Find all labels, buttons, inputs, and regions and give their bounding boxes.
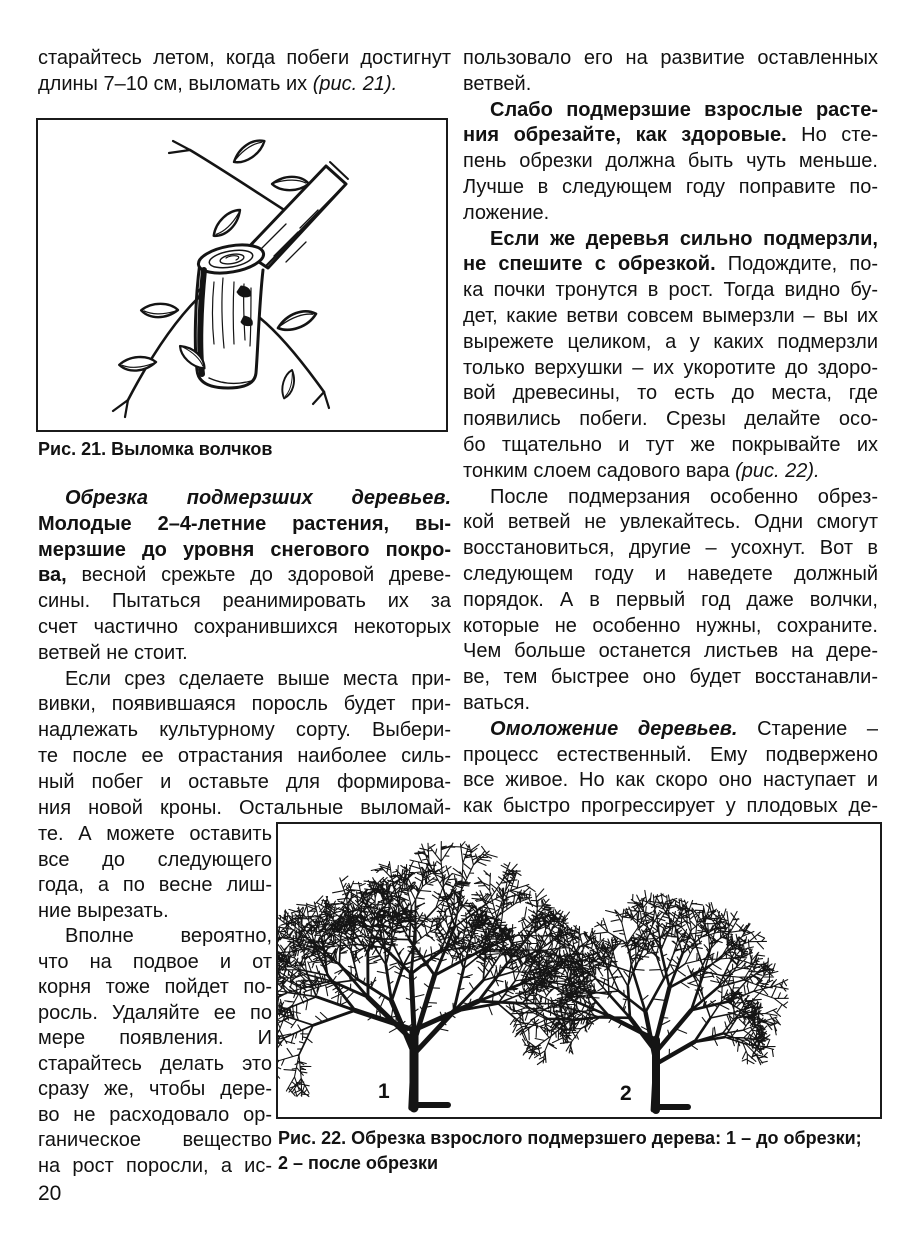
text-run: ный побег и оставьте для формирова- — [38, 770, 451, 793]
text-run: (рис. 22). — [735, 459, 820, 482]
tree-branches — [653, 1072, 655, 1111]
figure-21 — [36, 118, 448, 432]
text-run: бо тщательно и тут же покрывайте их — [463, 433, 878, 456]
left-column-narrow-text — [38, 822, 272, 1179]
text-line — [38, 563, 451, 589]
text-line — [463, 407, 878, 433]
text-run: Старение – — [737, 717, 879, 740]
text-run: Но сте- — [786, 124, 878, 147]
text-line — [38, 1001, 272, 1027]
text-run: появились побеги. Срезы делайте осо- — [463, 408, 878, 431]
text-run: что на подвое и от — [38, 950, 272, 973]
text-run: следующем году и наведете должный — [463, 562, 878, 585]
tree-label-after: 2 — [620, 1082, 632, 1105]
text-run: ния новой кроны. Остальные выломай- — [38, 796, 451, 819]
text-run: Чем больше останется листьев на дере- — [463, 640, 878, 663]
text-run: ваться. — [463, 691, 531, 714]
text-run: мерзшие до уровня снегового покро- — [38, 538, 451, 561]
figure-22 — [276, 822, 882, 1119]
text-line — [463, 717, 878, 743]
text-run: на рост поросли, а ис- — [38, 1154, 272, 1177]
tree-branches — [411, 1065, 413, 1108]
text-run: ка почки тронутся в рост. Тогда видно бу- — [463, 279, 878, 302]
text-run: те после ее отрастания наиболее силь- — [38, 744, 451, 767]
text-run: старайтесь летом, когда побеги достигнут — [38, 47, 451, 69]
text-run: надлежать культурному сорту. Выбери- — [38, 719, 451, 742]
text-line — [463, 72, 878, 98]
text-line — [463, 665, 878, 691]
text-run: те. А можете оставить — [38, 823, 272, 845]
left-column-intro — [38, 46, 451, 98]
text-run: ганическое вещество — [38, 1129, 272, 1151]
text-run: ния обрезайте, как здоровые. — [463, 124, 787, 147]
text-line — [463, 330, 878, 356]
text-run: ложение. — [463, 201, 550, 224]
text-run: росль. Удаляйте ее по — [38, 1001, 272, 1024]
figure-22-caption-line2: 2 – после обрезки — [278, 1153, 439, 1173]
text-line — [38, 899, 272, 925]
text-run: После подмерзания особенно обрез- — [490, 485, 878, 508]
text-run: все живое. Но как скоро оно наступает и — [463, 769, 878, 792]
text-run: Омоложение деревьев. — [490, 717, 738, 740]
text-run: процесс естественный. Ему подвержено — [463, 743, 878, 766]
text-line — [463, 149, 878, 175]
text-run: пользовало его на развитие оставленных — [463, 47, 878, 69]
text-line — [463, 356, 878, 382]
figure-22-caption-line1: Рис. 22. Обрезка взрослого подмерзшего дерева: 1 – до обрезки; — [278, 1128, 862, 1148]
text-line — [463, 227, 878, 253]
text-run: Если срез сделаете выше места при- — [65, 667, 451, 690]
text-line — [38, 1026, 272, 1052]
text-run: вырежете целиком, а у каких подмерзли — [463, 330, 878, 353]
text-run: Подождите, по- — [715, 253, 878, 276]
text-run: Если же деревья сильно подмерзли, — [490, 227, 878, 250]
text-line — [38, 615, 451, 641]
text-run: все до следующего — [38, 848, 272, 871]
figure-22-caption — [278, 1126, 878, 1176]
text-run: ве, тем быстрее оно будет восстанавли- — [463, 666, 878, 689]
text-line — [38, 873, 272, 899]
text-line — [38, 950, 272, 976]
text-line — [38, 744, 451, 770]
text-line — [463, 46, 878, 72]
text-line — [38, 1154, 272, 1180]
figure-21-caption: Рис. 21. Выломка волчков — [38, 439, 273, 459]
text-run: как быстро прогрессирует у плодовых де- — [463, 795, 878, 818]
text-run: которые не особенно нужны, сохраните. — [463, 614, 878, 637]
tree-branches — [313, 927, 524, 1025]
page-number: 20 — [38, 1182, 62, 1205]
text-line — [38, 822, 272, 848]
text-line — [463, 743, 878, 769]
text-line — [38, 538, 451, 564]
text-run: вивки, появившаяся поросль будет при- — [38, 693, 451, 716]
text-run: старайтесь делать это — [38, 1052, 272, 1075]
text-run: не спешите с обрезкой. — [463, 253, 716, 276]
text-line — [38, 1077, 272, 1103]
text-run: ветвей не стоит. — [38, 641, 188, 664]
text-line — [38, 589, 451, 615]
text-line — [463, 639, 878, 665]
text-line — [463, 510, 878, 536]
text-line — [38, 641, 451, 667]
text-run: порядок. А в первый год даже волчки, — [463, 588, 878, 611]
text-line — [38, 692, 451, 718]
text-run: кой ветвей не увлекайтесь. Одни смогут — [463, 511, 878, 534]
text-run: тонким слоем садового вара — [463, 459, 736, 482]
text-line — [38, 46, 451, 72]
left-column-text — [38, 486, 451, 821]
text-run: дет, какие ветви совсем вымерзли – вы их — [463, 304, 878, 327]
text-run: пень обрезки должна быть чуть меньше. — [463, 150, 878, 173]
text-run: Слабо подмерзшие взрослые расте- — [490, 98, 878, 121]
text-line — [463, 459, 878, 485]
text-line — [38, 512, 451, 538]
right-column-text — [463, 46, 878, 820]
text-line — [38, 924, 272, 950]
text-line — [463, 768, 878, 794]
text-run: восстановиться, другие – усохнут. Вот в — [463, 537, 878, 560]
text-line — [463, 614, 878, 640]
text-line — [38, 848, 272, 874]
text-line — [38, 718, 451, 744]
text-line — [38, 667, 451, 693]
text-run: (рис. 21). — [312, 72, 398, 95]
text-run: во не расходовало ор- — [38, 1103, 272, 1126]
text-line — [463, 588, 878, 614]
text-run: сины. Пытаться реанимировать их за — [38, 590, 451, 613]
text-line — [463, 691, 878, 717]
text-line — [38, 770, 451, 796]
tree-label-before: 1 — [378, 1080, 390, 1103]
text-line — [463, 304, 878, 330]
text-line — [38, 1103, 272, 1129]
pruning-trees-illustration — [278, 824, 880, 1117]
text-line — [463, 562, 878, 588]
text-line — [463, 433, 878, 459]
text-run: мере появления. И — [38, 1027, 272, 1049]
text-line — [463, 381, 878, 407]
text-line — [463, 201, 878, 227]
text-run: ние вырезать. — [38, 899, 169, 922]
text-line — [38, 486, 451, 512]
text-line — [38, 72, 451, 98]
text-line — [463, 175, 878, 201]
text-run: Молодые 2–4-летние растения, вы- — [38, 512, 451, 535]
text-run: года, а по весне лиш- — [38, 874, 272, 896]
text-line — [463, 278, 878, 304]
text-line — [463, 485, 878, 511]
text-line — [38, 1128, 272, 1154]
text-line — [463, 536, 878, 562]
stump-illustration — [38, 120, 446, 430]
text-run: счет частично сохранившихся некоторых — [38, 615, 451, 638]
text-run: сразу же, чтобы дере- — [38, 1078, 272, 1100]
text-run: длины 7–10 см, выломать их — [38, 72, 313, 95]
text-line — [463, 98, 878, 124]
text-run: корня тоже пойдет по- — [38, 976, 272, 998]
text-line — [463, 123, 878, 149]
text-line — [38, 1052, 272, 1078]
text-line — [463, 794, 878, 820]
text-line — [38, 975, 272, 1001]
text-run: ветвей. — [463, 72, 532, 95]
text-run: Обрезка подмерзших деревьев. — [65, 487, 451, 509]
text-line — [463, 252, 878, 278]
text-line — [38, 796, 451, 822]
text-run: Лучше в следующем году поправите по- — [463, 175, 878, 198]
text-run: только верхушки – их укоротите до здоро- — [463, 356, 878, 379]
text-run: Вполне вероятно, — [65, 925, 272, 947]
text-run: вой древесины, то есть до места, где — [463, 382, 878, 405]
text-run: весной срежьте до здоровой древе- — [66, 564, 451, 587]
text-run: ва, — [38, 564, 67, 587]
